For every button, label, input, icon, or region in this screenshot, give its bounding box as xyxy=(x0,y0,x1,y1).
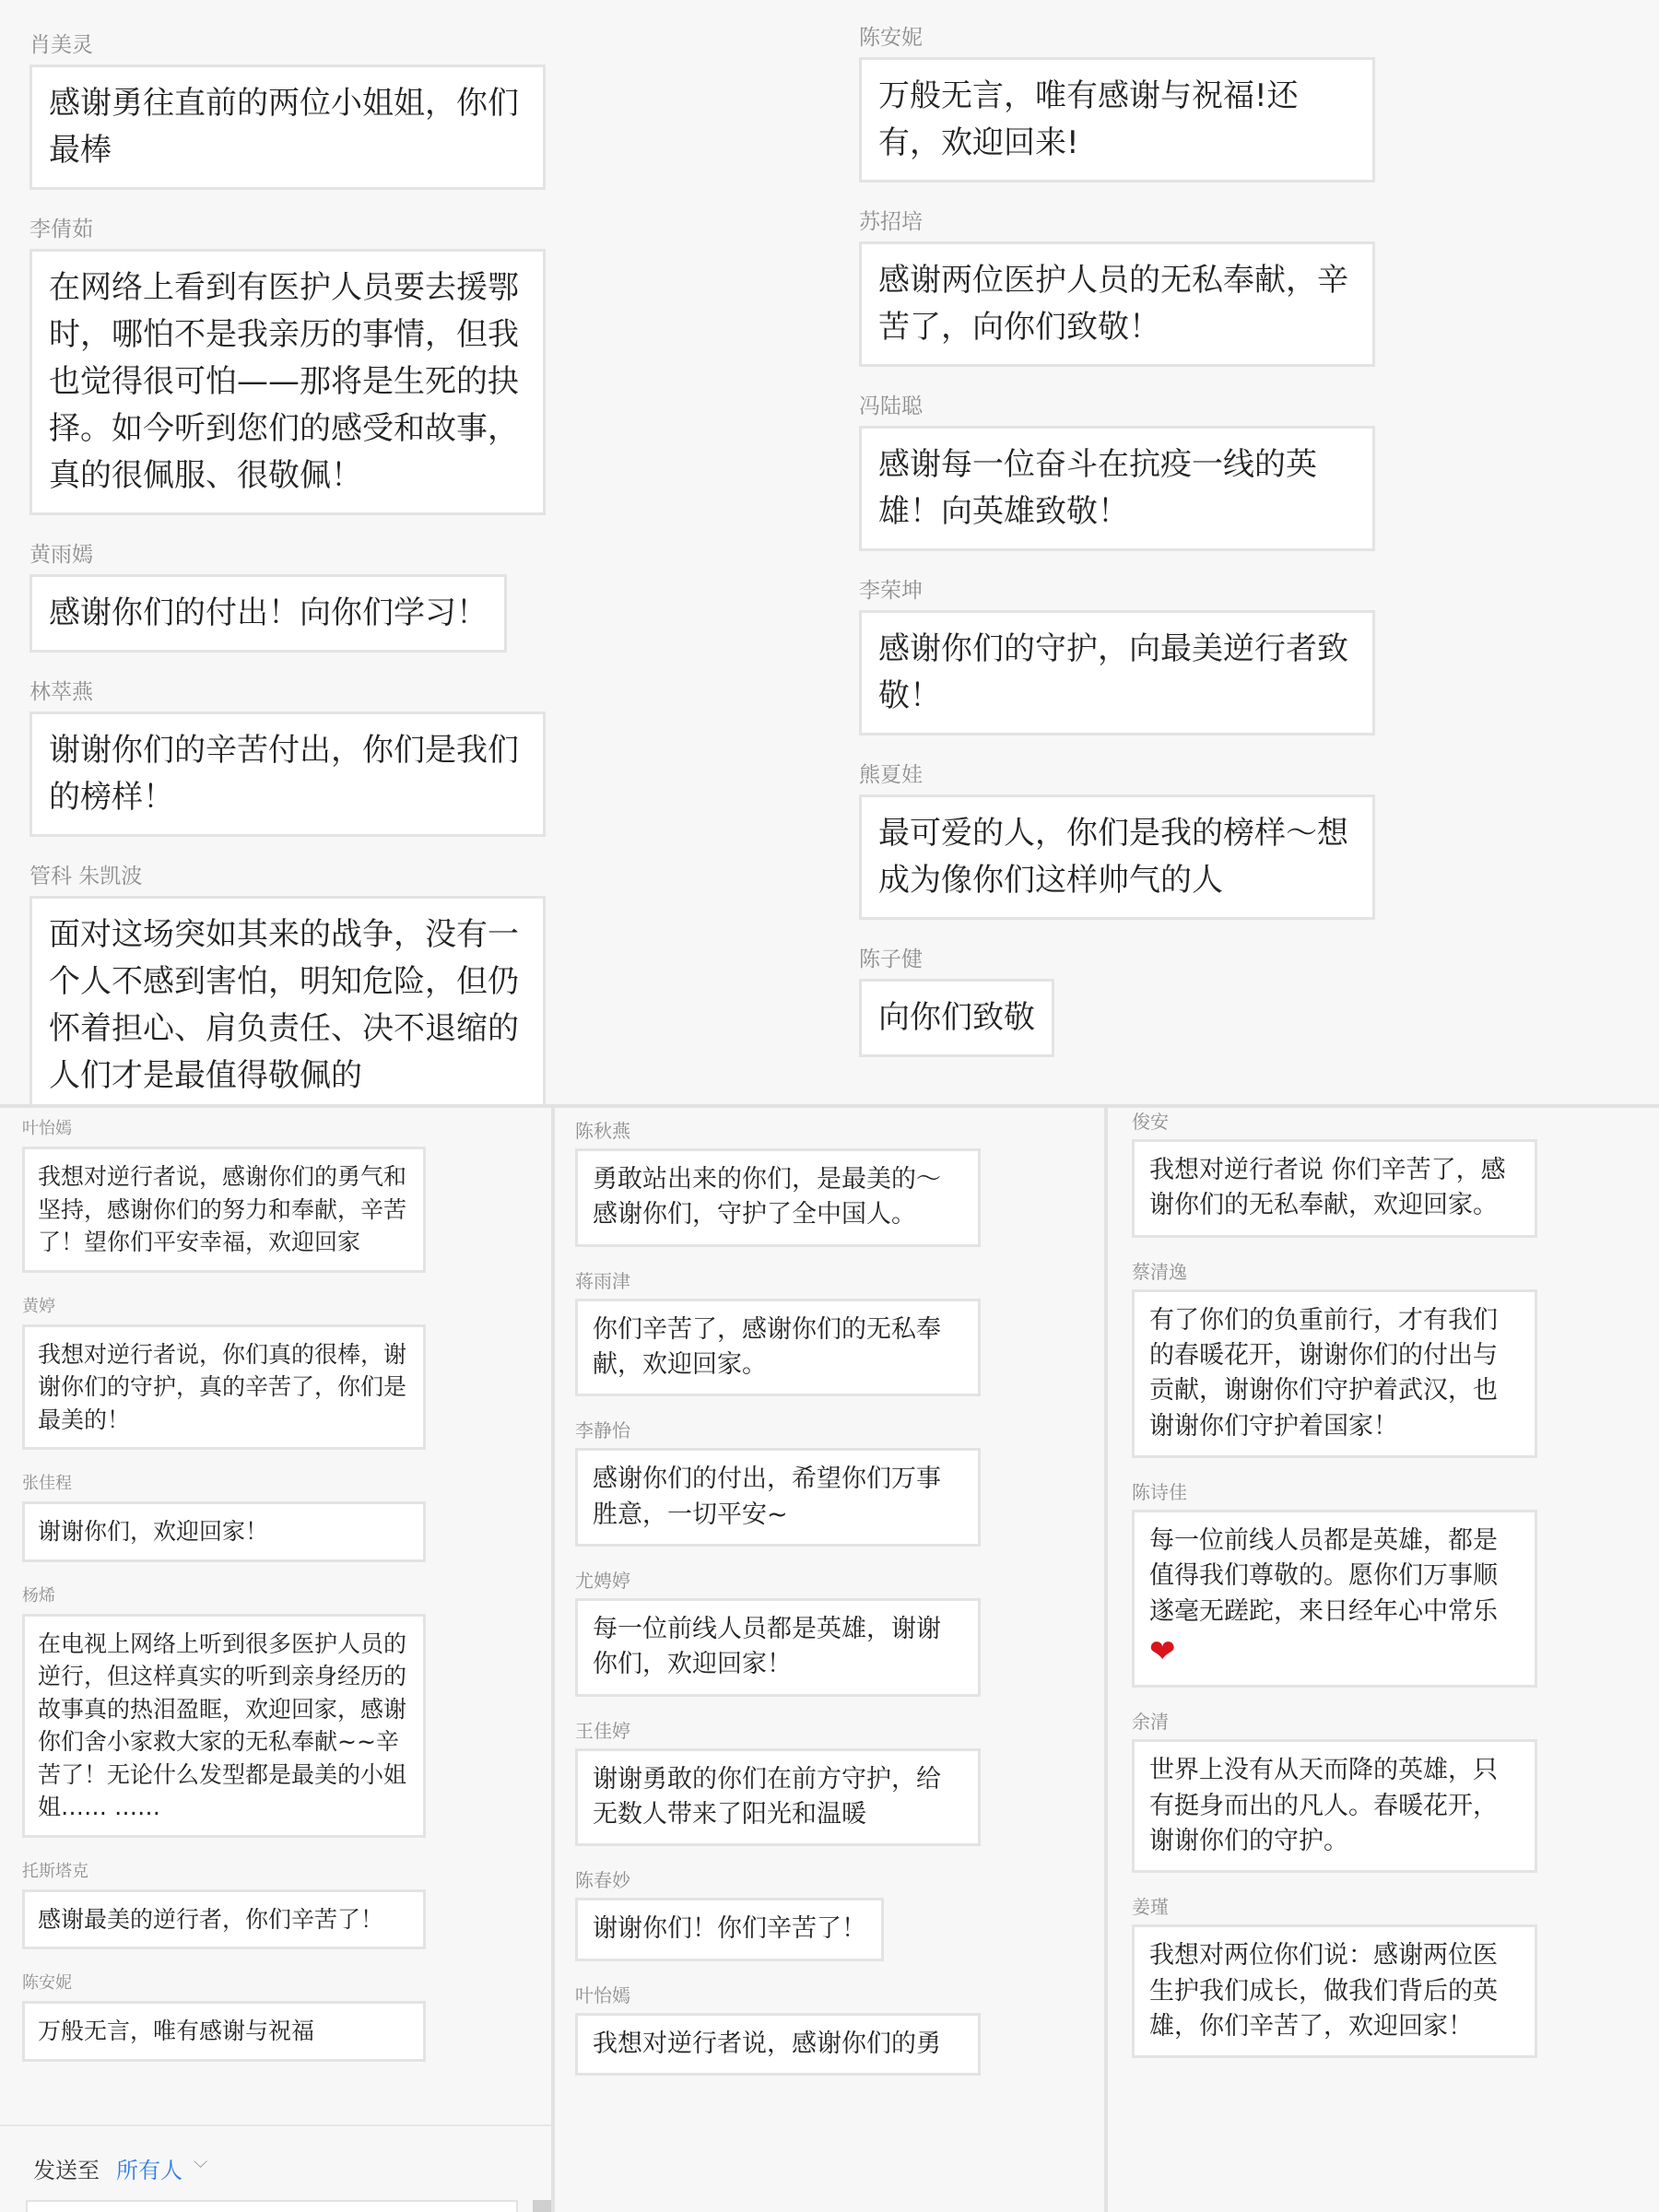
message-text: 你们辛苦了，感谢你们的无私奉献，欢迎回家。 xyxy=(593,1314,941,1379)
message-bubble xyxy=(1132,1739,1537,1873)
message-bubble xyxy=(22,1501,426,1562)
message-text: 感谢每一位奋斗在抗疫一线的英雄！向英雄致敬！ xyxy=(878,446,1317,530)
message-text: 有了你们的负重前行，才有我们的春暖花开，谢谢你们的付出与贡献，谢谢你们守护着武汉，也谢谢你们守护着国家！ xyxy=(1149,1305,1498,1441)
message-text: 我想对逆行者说，感谢你们的勇 xyxy=(593,2029,941,2058)
sender-name: 李荣坤 xyxy=(859,579,923,603)
message-bubble xyxy=(29,65,546,190)
sender-name: 李倩茹 xyxy=(29,218,93,241)
chat-message xyxy=(22,1970,538,2062)
message-bubble xyxy=(859,610,1375,735)
chat-message xyxy=(29,677,582,837)
message-bubble xyxy=(859,57,1375,182)
sender-name: 托斯塔克 xyxy=(22,1861,88,1881)
message-text: 每一位前线人员都是英雄，谢谢你们，欢迎回家！ xyxy=(593,1614,941,1679)
message-bubble xyxy=(575,1598,981,1697)
chat-message xyxy=(575,1866,1091,1960)
message-text: 向你们致敬 xyxy=(878,999,1035,1036)
chat-message xyxy=(859,391,1412,551)
sender-name: 林萃燕 xyxy=(29,680,93,704)
chat-message xyxy=(575,1117,1091,1247)
chat-message xyxy=(22,1470,538,1562)
message-bubble xyxy=(22,1147,426,1273)
message-bubble xyxy=(575,1448,981,1547)
sender-name: 肖美灵 xyxy=(29,33,93,57)
send-target-selector[interactable]: 所有人 xyxy=(116,2158,182,2183)
message-text: 感谢两位医护人员的无私奉献，辛苦了，向你们致敬！ xyxy=(878,262,1348,346)
chat-message xyxy=(575,1267,1091,1397)
sender-name: 冯陆聪 xyxy=(859,394,923,418)
panel-divider xyxy=(0,1104,1659,1108)
chat-message xyxy=(22,1583,538,1838)
sender-name: 管科 朱凯波 xyxy=(29,865,143,888)
chat-message xyxy=(575,1982,1091,2076)
message-bubble xyxy=(29,574,507,653)
sender-name: 黄婷 xyxy=(22,1296,55,1316)
message-bubble xyxy=(575,2013,981,2076)
chat-message xyxy=(22,1293,538,1451)
message-input[interactable] xyxy=(26,2200,518,2212)
bottom-right-chat-panel xyxy=(1106,1106,1659,2212)
sender-name: 尤娉婷 xyxy=(575,1569,630,1592)
sender-name: 杨烯 xyxy=(22,1585,55,1606)
sender-name: 陈诗佳 xyxy=(1132,1480,1187,1503)
top-left-column xyxy=(29,29,582,1106)
sender-name: 俊安 xyxy=(1132,1111,1169,1133)
sender-name: 李静怡 xyxy=(575,1419,630,1442)
message-text: 世界上没有从天而降的英雄，只有挺身而出的凡人。春暖花开，谢谢你们的守护。 xyxy=(1149,1756,1498,1855)
sender-name: 苏招培 xyxy=(859,210,923,234)
chevron-down-icon[interactable]: ⌵ xyxy=(194,2150,208,2172)
message-text: 在电视上网络上听到很多医护人员的逆行，但这样真实的听到亲身经历的故事真的热泪盈眶，欢迎回家，感谢你们舍小家救大家的无私奉献~~辛苦了！无论什么发型都是最美的小姐姐…… …… xyxy=(38,1630,407,1820)
chat-message xyxy=(859,944,1412,1057)
chat-message xyxy=(22,1115,538,1273)
chat-message xyxy=(29,29,582,190)
message-bubble xyxy=(1132,1510,1537,1688)
message-bubble xyxy=(29,896,546,1106)
message-bubble xyxy=(22,1324,426,1451)
chat-message xyxy=(1132,1478,1648,1688)
message-text: 万般无言，唯有感谢与祝福!还有，欢迎回来! xyxy=(878,77,1299,161)
message-text: 勇敢站出来的你们，是最美的～感谢你们，守护了全中国人。 xyxy=(593,1165,941,1230)
sender-name: 王佳婷 xyxy=(575,1719,630,1742)
sender-name: 陈安妮 xyxy=(859,26,923,50)
chat-message xyxy=(859,22,1412,182)
chat-message xyxy=(1132,1108,1648,1238)
chat-message xyxy=(29,539,582,653)
sender-name: 陈春妙 xyxy=(575,1869,630,1892)
message-text: 感谢最美的逆行者，你们辛苦了！ xyxy=(38,1905,384,1933)
chat-message xyxy=(29,214,582,515)
sender-name: 陈安妮 xyxy=(22,1973,72,1993)
message-text: 谢谢勇敢的你们在前方守护，给无数人带来了阳光和温暖 xyxy=(593,1764,941,1829)
panel-divider xyxy=(551,1106,555,2212)
sender-name: 张佳程 xyxy=(22,1474,72,1493)
message-text: 我想对逆行者说 你们辛苦了，感谢你们的无私奉献，欢迎回家。 xyxy=(1149,1156,1506,1220)
message-bubble xyxy=(859,794,1375,920)
message-text: 感谢你们的付出，希望你们万事胜意，一切平安~ xyxy=(593,1465,941,1529)
sender-name: 熊夏娃 xyxy=(859,763,923,787)
bottom-middle-chat-panel xyxy=(553,1106,1106,2212)
sender-name: 陈秋燕 xyxy=(575,1120,630,1142)
message-bubble xyxy=(22,1614,426,1838)
message-bubble xyxy=(575,1898,884,1960)
sender-name: 余清 xyxy=(1132,1711,1169,1734)
send-to-label: 发送至 xyxy=(33,2158,100,2183)
chat-message xyxy=(575,1417,1091,1547)
chat-message xyxy=(1132,1893,1648,2058)
message-text: 谢谢你们的辛苦付出，你们是我们的榜样！ xyxy=(49,732,519,816)
message-text: 万般无言，唯有感谢与祝福 xyxy=(38,2018,315,2044)
chat-message xyxy=(22,1858,538,1950)
message-text: 我想对逆行者说，你们真的很棒，谢谢你们的守护，真的辛苦了，你们是最美的！ xyxy=(38,1340,407,1433)
message-text: 面对这场突如其来的战争，没有一个人不感到害怕，明知危险，但仍怀着担心、肩负责任、决不退缩的人们才是最值得敬佩的 xyxy=(49,916,519,1094)
message-text: 感谢勇往直前的两位小姐姐，你们最棒 xyxy=(49,85,519,169)
message-text: 在网络上看到有医护人员要去援鄂时，哪怕不是我亲历的事情，但我也觉得很可怕——那将是生死的抉择。如今听到您们的感受和故事，真的很佩服、很敬佩！ xyxy=(49,269,519,494)
sender-name: 姜瑾 xyxy=(1132,1896,1169,1919)
message-bubble xyxy=(1132,1139,1537,1238)
bottom-right-column xyxy=(1132,1108,1648,2078)
bottom-left-chat-panel xyxy=(0,1106,553,2212)
message-bubble xyxy=(575,1148,981,1247)
message-text: 谢谢你们，欢迎回家！ xyxy=(38,1518,269,1545)
message-bubble xyxy=(22,2001,426,2062)
message-bubble xyxy=(1132,1289,1537,1458)
message-text: 每一位前线人员都是英雄，都是值得我们尊敬的。愿你们万事顺遂毫无蹉跎，来日经年心中常乐 xyxy=(1149,1525,1498,1626)
message-bubble xyxy=(859,241,1375,367)
top-right-column xyxy=(859,22,1412,1081)
message-bubble xyxy=(1132,1924,1537,2058)
message-bubble xyxy=(575,1748,981,1847)
message-bubble xyxy=(22,1889,426,1950)
message-text: 感谢你们的付出！向你们学习！ xyxy=(49,594,488,631)
chat-message xyxy=(1132,1258,1648,1458)
message-text: 我想对两位你们说：感谢两位医生护我们成长，做我们背后的英雄，你们辛苦了，欢迎回家！ xyxy=(1149,1941,1498,2041)
chat-message xyxy=(575,1567,1091,1697)
message-text: 最可爱的人，你们是我的榜样～想成为像你们这样帅气的人 xyxy=(878,815,1348,899)
sender-name: 叶怡嫣 xyxy=(575,1983,630,2006)
sender-name: 蔡清逸 xyxy=(1132,1260,1187,1283)
chat-message xyxy=(859,206,1412,367)
chat-message xyxy=(29,861,582,1106)
bottom-middle-column xyxy=(575,1117,1091,2096)
chat-message xyxy=(1132,1708,1648,1873)
sender-name: 蒋雨津 xyxy=(575,1269,630,1292)
chat-message xyxy=(575,1717,1091,1847)
message-bubble xyxy=(29,712,546,837)
message-bubble xyxy=(859,979,1054,1057)
heart-icon: ❤ xyxy=(1149,1632,1176,1670)
chat-message xyxy=(859,759,1412,920)
send-bar xyxy=(0,2124,553,2209)
panel-divider xyxy=(1104,1106,1108,2212)
bottom-left-column xyxy=(22,1115,538,2082)
sender-name: 黄雨嫣 xyxy=(29,543,93,567)
message-text: 谢谢你们！你们辛苦了！ xyxy=(593,1914,866,1944)
message-bubble xyxy=(29,249,546,515)
scrollbar[interactable] xyxy=(533,2200,551,2212)
chat-message xyxy=(859,575,1412,735)
message-bubble xyxy=(859,426,1375,551)
message-text: 我想对逆行者说，感谢你们的勇气和坚持，感谢你们的努力和奉献，辛苦了！望你们平安幸福，欢迎回家 xyxy=(38,1163,407,1255)
message-text: 感谢你们的守护，向最美逆行者致敬！ xyxy=(878,630,1348,714)
sender-name: 陈子健 xyxy=(859,947,923,971)
sender-name: 叶怡嫣 xyxy=(22,1119,72,1138)
message-bubble xyxy=(575,1299,981,1397)
